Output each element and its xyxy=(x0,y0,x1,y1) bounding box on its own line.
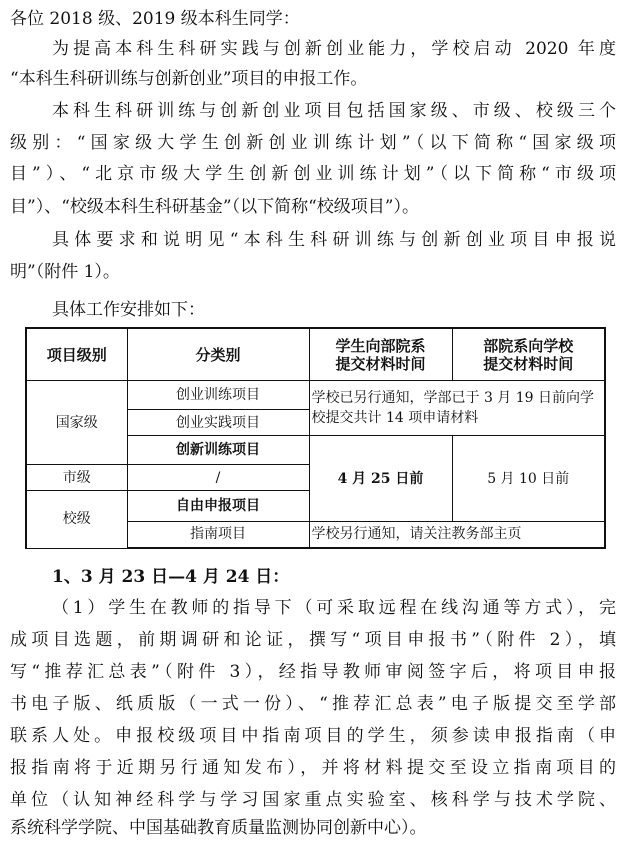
intro-paragraph-2-line-1: 本科生科研训练与创新创业项目包括国家级、市级、校级三个 xyxy=(52,101,616,121)
salutation: 各位 2018 级、2019 级本科生同学： xyxy=(10,9,300,29)
category-entrepreneurship-training: 创业训练项目 xyxy=(127,381,309,410)
intro-paragraph-2-line-3: 目”）、“北京市级大学生创新创业训练计划”（以下简称“市级项 xyxy=(10,164,616,184)
level-national: 国家级 xyxy=(26,381,127,465)
category-free-application: 自由申报项目 xyxy=(127,491,309,522)
section-1-line-8: 系统科学学院、中国基础教育质量监测协同创新中心）。 xyxy=(10,818,427,838)
intro-paragraph-3-line-1: 具体要求和说明见“本科生科研训练与创新创业项目申报说 xyxy=(52,230,616,250)
intro-paragraph-1-line-2: “本科生科研训练与创新创业”项目的申报工作。 xyxy=(10,69,368,89)
national-note: 学校已另行通知，学部已于 3 月 19 日前向学校提交共计 14 项申请材料 xyxy=(309,381,605,436)
schedule-table xyxy=(25,327,606,549)
dept-deadline: 5 月 10 日前 xyxy=(452,436,605,522)
header-category: 分类别 xyxy=(127,328,309,381)
section-1-line-6: 报指南将于近期另行通知发布），并将材料提交至设立指南项目的 xyxy=(10,758,616,778)
category-guide-project: 指南项目 xyxy=(127,521,309,548)
category-innovation-training: 创新训练项目 xyxy=(127,436,309,465)
section-1-heading: 1、3 月 23 日—4 月 24 日： xyxy=(52,567,290,587)
section-1-line-2: 成项目选题，前期调研和论证，撰写“项目申报书”（附件 2），填 xyxy=(10,630,616,650)
section-1-line-5: 联系人处。申报校级项目中指南项目的学生，须参读申报指南（申 xyxy=(10,726,616,746)
intro-paragraph-1-line-1: 为提高本科生科研实践与创新创业能力，学校启动 2020 年度 xyxy=(52,39,616,59)
student-deadline: 4 月 25 日前 xyxy=(309,436,452,522)
section-1-line-4: 书电子版、纸质版（一式一份）、“推荐汇总表”电子版提交至学部 xyxy=(10,694,616,714)
arrangement-heading: 具体工作安排如下： xyxy=(52,300,205,320)
section-1-line-1: （1）学生在教师的指导下（可采取远程在线沟通等方式），完 xyxy=(52,598,616,618)
level-municipal: 市级 xyxy=(26,464,127,490)
guide-note: 学校另行通知，请关注教务部主页 xyxy=(309,521,605,548)
intro-paragraph-2-line-2: 级别：“国家级大学生创新创业训练计划”（以下简称“国家级项 xyxy=(10,133,616,153)
intro-paragraph-2-line-4: 目”）、“校级本科生科研基金”（以下简称“校级项目”）。 xyxy=(10,197,419,217)
section-1-line-7: 单位（认知神经科学与学习国家重点实验室、核科学与技术学院、 xyxy=(10,790,616,810)
level-school: 校级 xyxy=(26,491,127,548)
header-level: 项目级别 xyxy=(26,328,127,381)
intro-paragraph-3-line-2: 明”（附件 1）。 xyxy=(10,262,120,282)
table-row xyxy=(26,381,605,410)
table-header-row xyxy=(26,328,605,381)
category-entrepreneurship-practice: 创业实践项目 xyxy=(127,409,309,435)
header-dept-submission-time: 部院系向学校 提交材料时间 xyxy=(452,328,605,381)
header-student-submission-time: 学生向部院系 提交材料时间 xyxy=(309,328,452,381)
category-municipal-none: / xyxy=(127,464,309,490)
section-1-line-3: 写“推荐汇总表”（附件 3），经指导教师审阅签字后，将项目申报 xyxy=(10,662,616,682)
